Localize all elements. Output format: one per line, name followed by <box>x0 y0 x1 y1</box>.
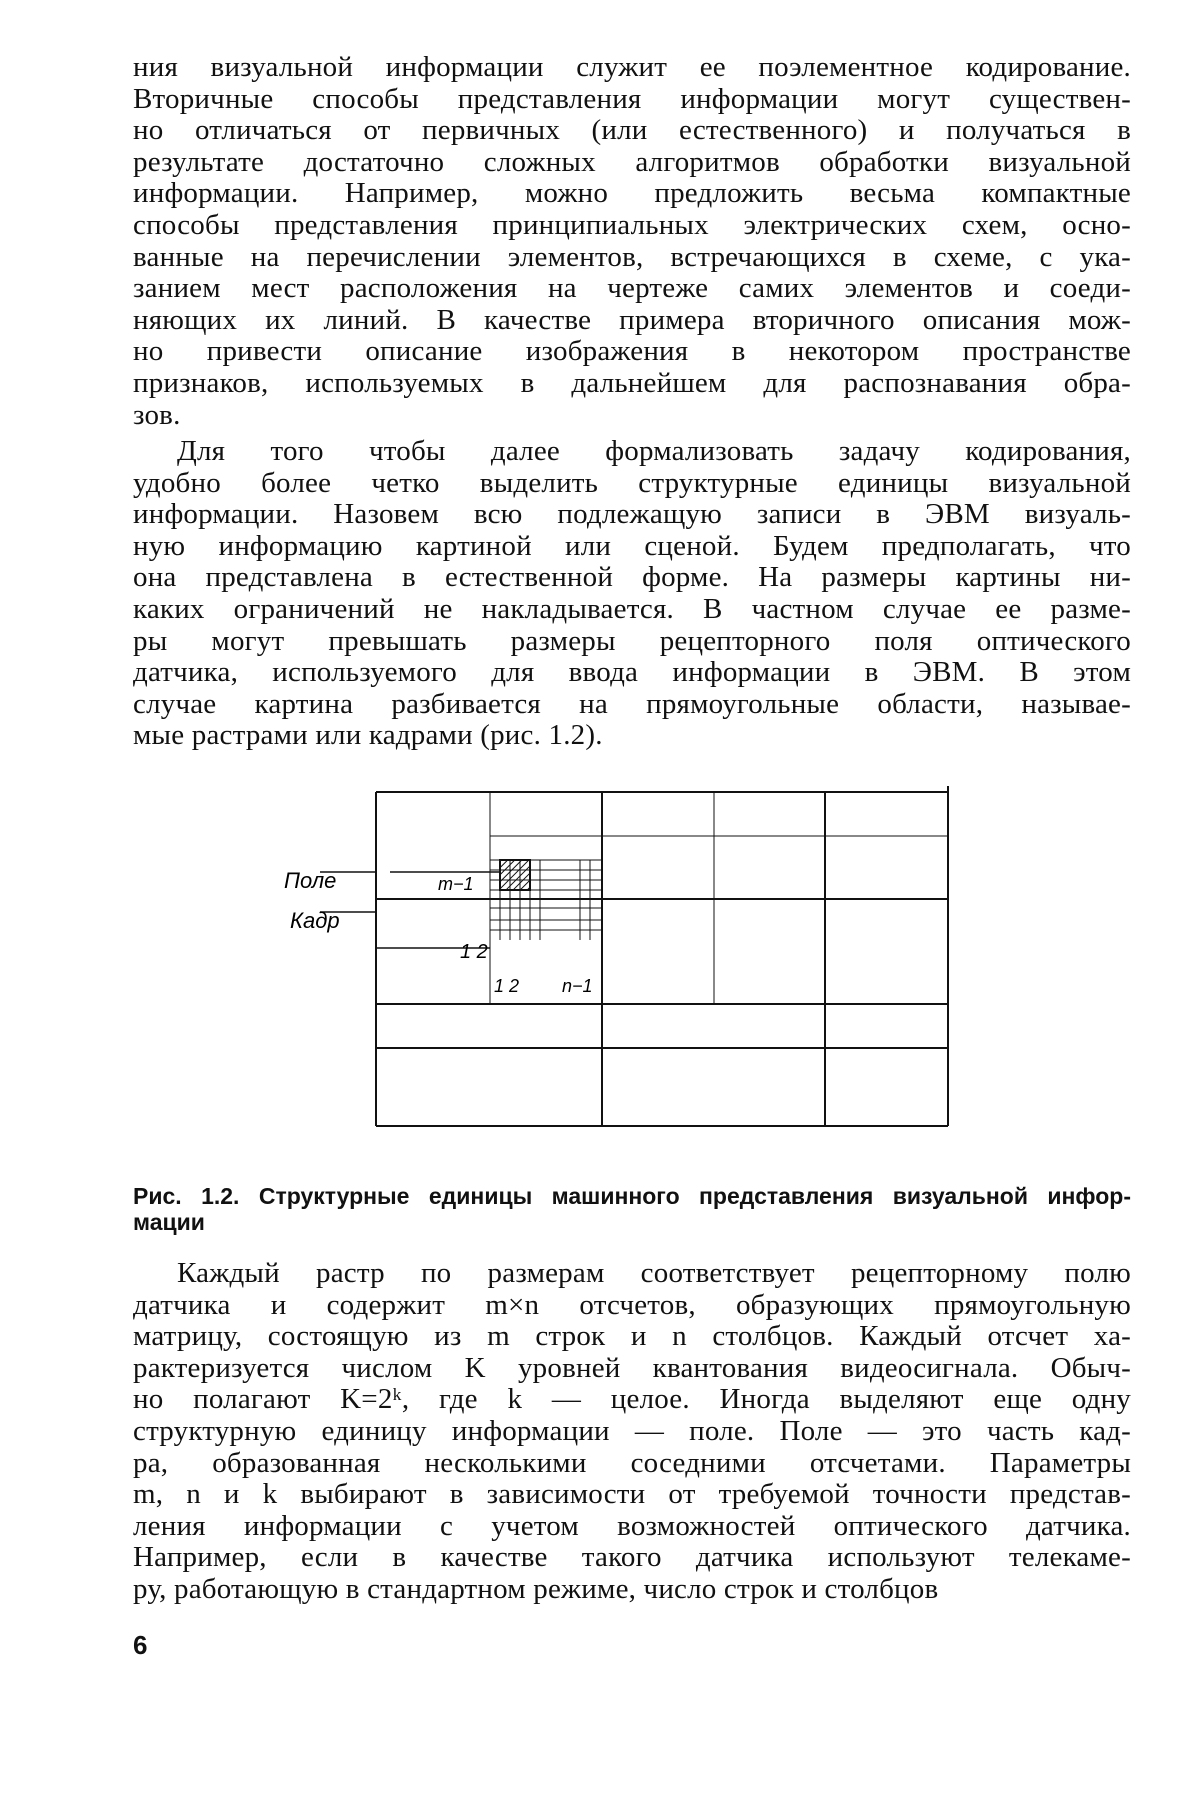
text-line: но отличаться от первичных (или естественного) и получаться в <box>133 114 1131 147</box>
text-line: информации. Назовем всю подлежащую записи в ЭВМ визуаль- <box>133 498 1131 531</box>
label-field: Поле <box>284 868 337 893</box>
text-line: мые растрами или кадрами (рис. 1.2). <box>133 719 603 752</box>
text-line: Для того чтобы далее формализовать задачу кодирования, <box>177 435 1131 467</box>
text-line: няющих их линий. В качестве примера вторичного описания мож- <box>133 303 1131 336</box>
page-number: 6 <box>133 1630 148 1660</box>
text-line: Каждый растр по размерам соответствует рецепторному полю <box>177 1257 1131 1289</box>
text-line: способы представления принципиальных электрических схем, осно- <box>133 208 1131 241</box>
paragraph-3 <box>133 1258 1131 1606</box>
text-line: датчика, используемого для ввода информации в ЭВМ. В этом <box>133 656 1131 689</box>
paragraph-1 <box>133 52 1131 431</box>
text-line: но полагают K=2ᵏ, где k — целое. Иногда выделяют еще одну <box>133 1383 1131 1416</box>
label-rows: 1 2 <box>460 941 488 963</box>
text-line: матрицу, состоящую из m строк и n столбцов. Каждый отсчет ха- <box>133 1320 1131 1353</box>
text-line: признаков, используемых в дальнейшем для распознавания обра- <box>133 366 1131 399</box>
text-line: ную информацию картиной или сценой. Будем предполагать, что <box>133 529 1131 562</box>
text-line: ру, работающую в стандартном режиме, число строк и столбцов <box>133 1572 939 1605</box>
text-line: случае картина разбивается на прямоугольные области, называе- <box>133 687 1131 720</box>
text-line: рактеризуется числом K уровней квантования видеосигнала. Обыч- <box>133 1351 1131 1384</box>
text-line: структурную единицу информации — поле. Поле — это часть кад- <box>133 1414 1131 1447</box>
label-n-minus-1: n−1 <box>562 976 593 996</box>
text-line: мации <box>133 1209 205 1235</box>
text-line: Например, если в качестве такого датчика используют телекаме- <box>133 1541 1131 1574</box>
text-line: но привести описание изображения в некотором пространстве <box>133 335 1131 368</box>
text-line: ванные на перечислении элементов, встречающихся в схеме, с ука- <box>133 240 1131 273</box>
label-cols: 1 2 <box>494 976 520 996</box>
text-line: информации. Например, можно предложить весьма компактные <box>133 177 1131 210</box>
figure-caption <box>133 1183 1131 1235</box>
text-line: ления информации с учетом возможностей оптического датчика. <box>133 1509 1131 1542</box>
text-line: ры могут превышать размеры рецепторного поля оптического <box>133 624 1131 657</box>
label-m-minus-1: m−1 <box>438 874 474 894</box>
text-line: удобно более четко выделить структурные единицы визуальной <box>133 466 1131 499</box>
label-frame: Кадр <box>290 908 340 933</box>
text-line: датчика и содержит m×n отсчетов, образующих прямоугольную <box>133 1288 1131 1321</box>
text-line: m, n и k выбирают в зависимости от требуемой точности представ- <box>133 1478 1131 1511</box>
paragraph-2 <box>133 436 1131 752</box>
text-line: ра, образованная несколькими соседними отсчетами. Параметры <box>133 1446 1131 1479</box>
text-line: Вторичные способы представления информации могут существен- <box>133 82 1131 115</box>
text-line: Рис. 1.2. Структурные единицы машинного представления визуальной инфор- <box>133 1183 1131 1209</box>
text-line: она представлена в естественной форме. На размеры картины ни- <box>133 561 1131 594</box>
text-line: ния визуальной информации служит ее поэлементное кодирование. <box>133 51 1131 83</box>
raster-grid-diagram <box>284 780 970 1150</box>
text-line: результате достаточно сложных алгоритмов обработки визуальной <box>133 145 1131 178</box>
figure-1-2 <box>284 780 970 1150</box>
text-line: занием мест расположения на чертеже самих элементов и соеди- <box>133 272 1131 305</box>
text-line: зов. <box>133 398 181 431</box>
field-hatched-block <box>500 860 530 890</box>
text-line: каких ограничений не накладывается. В частном случае ее разме- <box>133 592 1131 625</box>
